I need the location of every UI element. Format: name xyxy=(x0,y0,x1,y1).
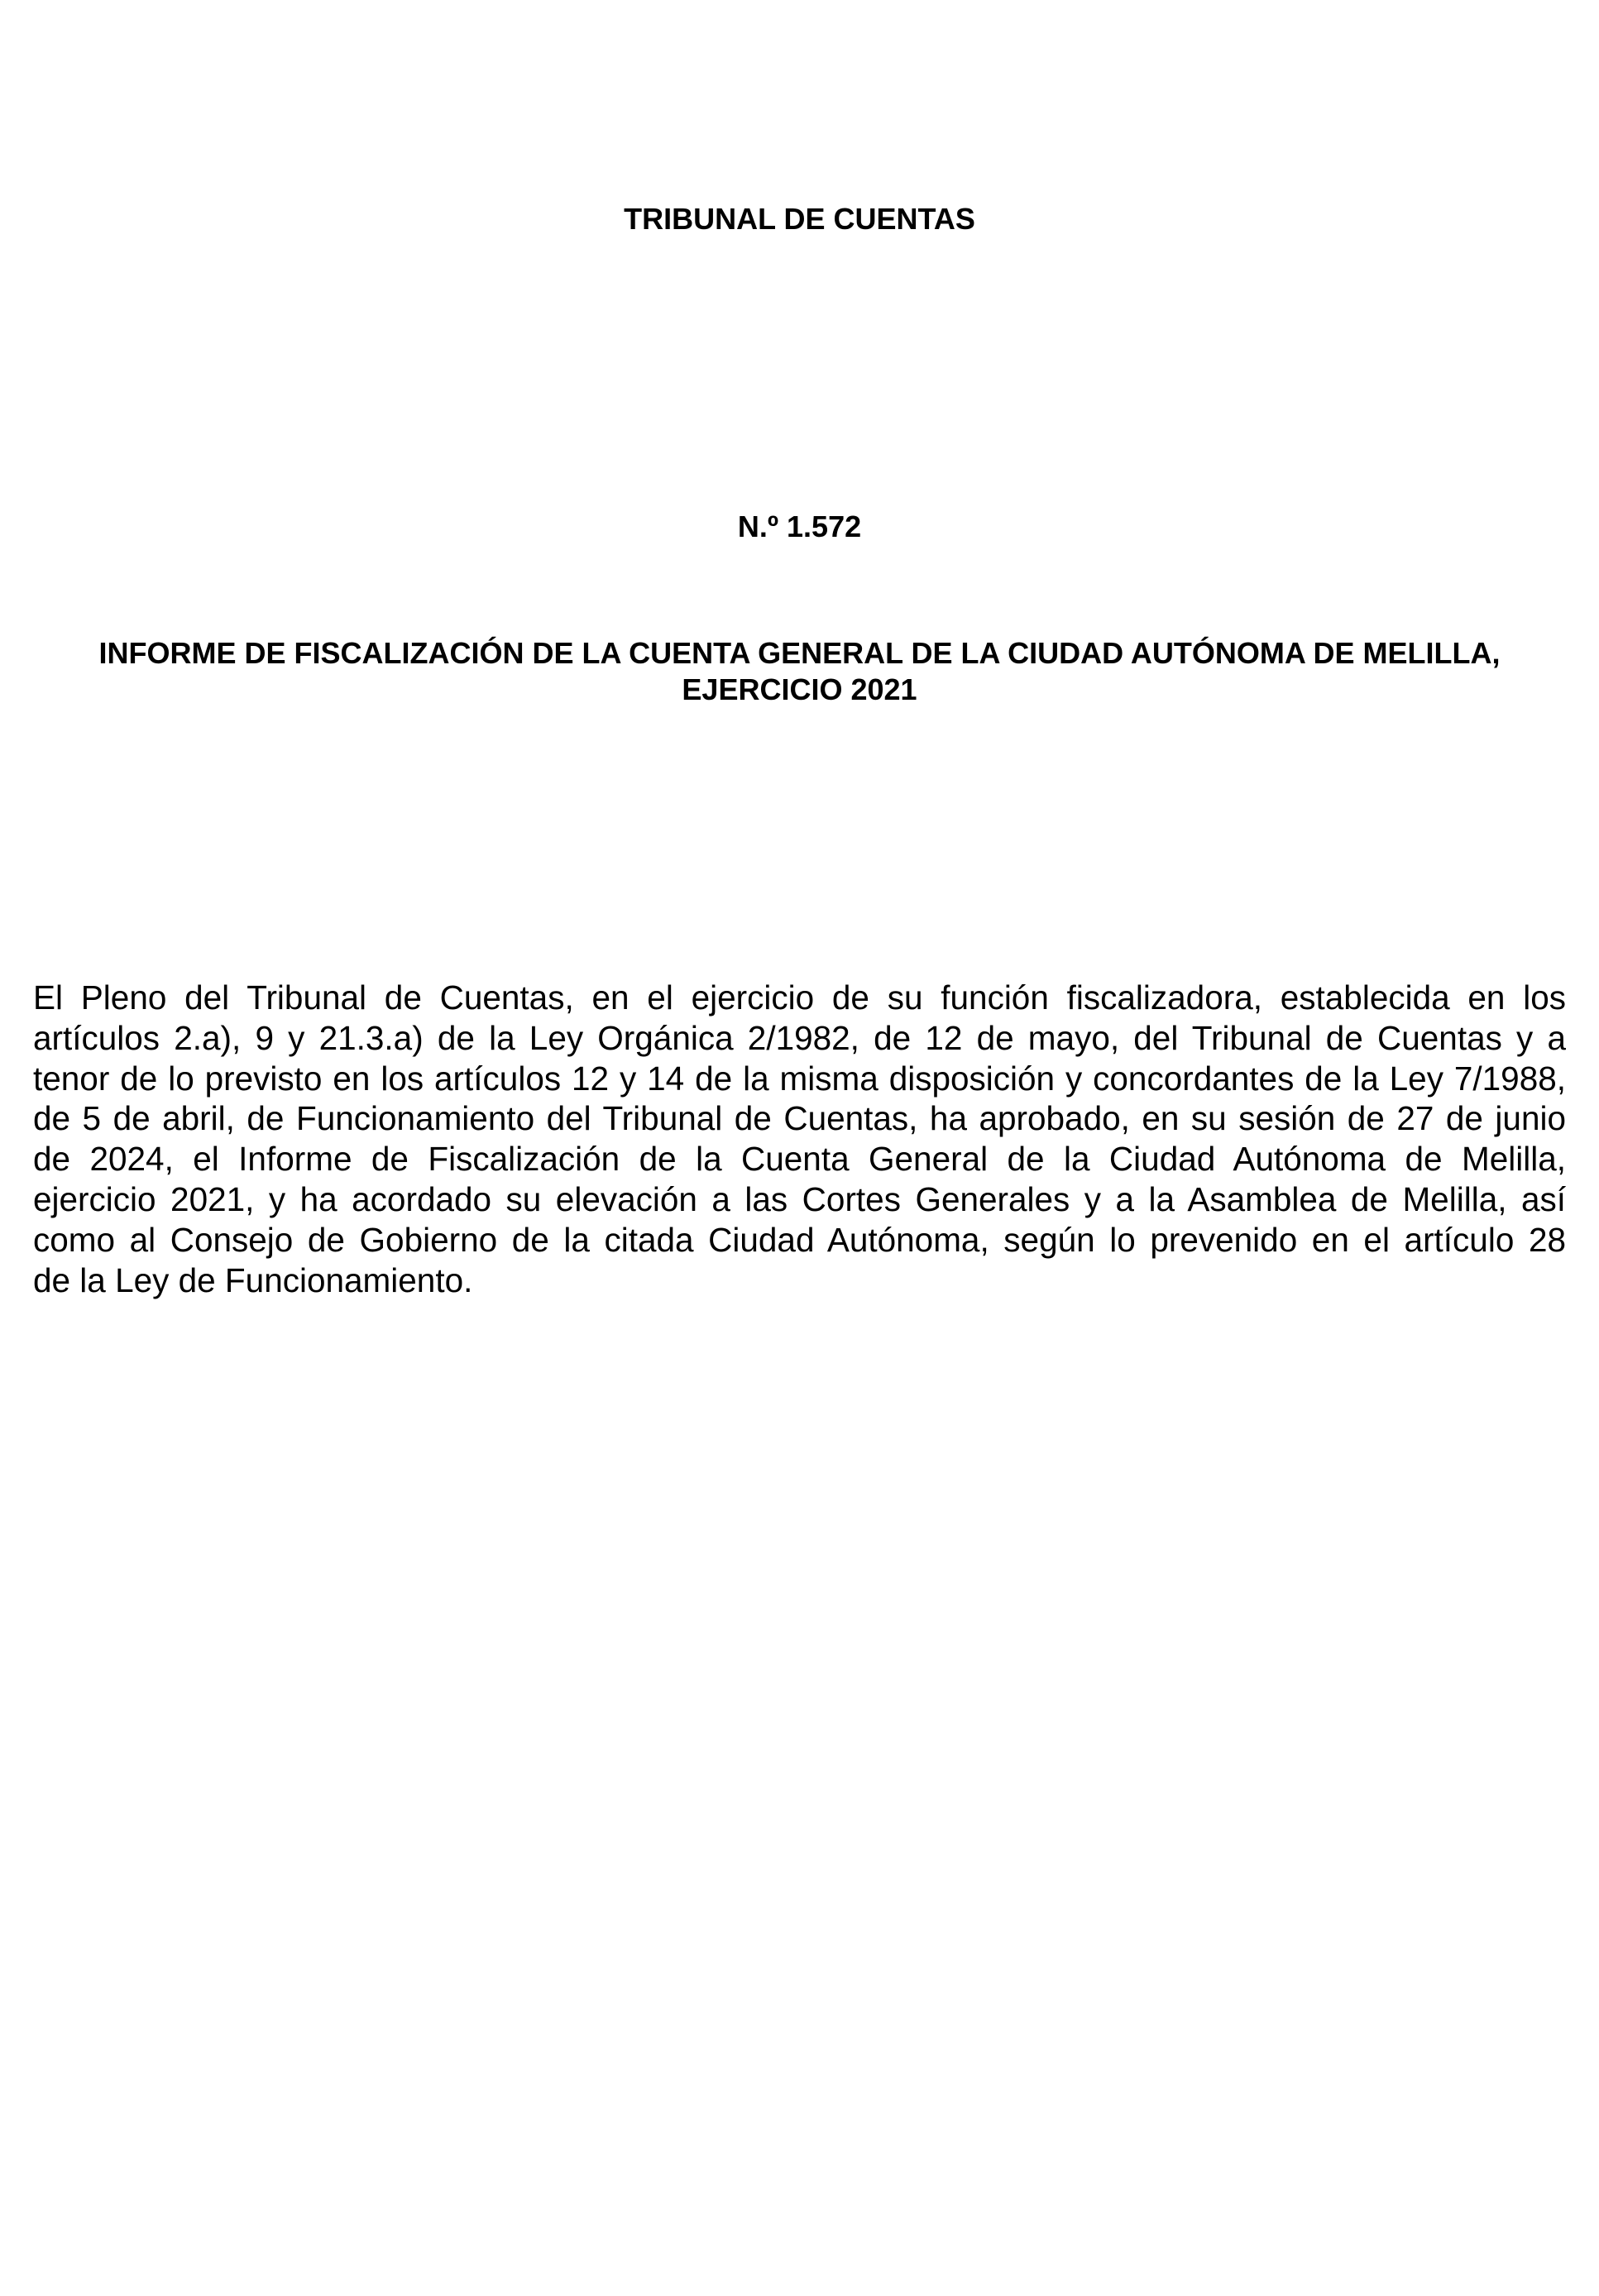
body-paragraph xyxy=(33,978,1566,1300)
report-title xyxy=(0,635,1599,708)
body-line: como al Consejo de Gobierno de la citada Ciudad Autónoma, según lo prevenido en el artículo 28 xyxy=(33,1220,1566,1259)
body-line: de 2024, el Informe de Fiscalización de la Cuenta General de la Ciudad Autónoma de Melilla, xyxy=(33,1140,1566,1179)
report-number: N.º 1.572 xyxy=(737,509,862,543)
body-line: El Pleno del Tribunal de Cuentas, en el ejercicio de su función fiscalizadora, establecida en los xyxy=(33,978,1566,1016)
report-title-line-2: EJERCICIO 2021 xyxy=(682,672,917,706)
body-line: tenor de lo previsto en los artículos 12 y 14 de la misma disposición y concordantes de la Ley 7/1988, xyxy=(33,1059,1566,1098)
organization-title: TRIBUNAL DE CUENTAS xyxy=(624,202,975,236)
body-line: artículos 2.a), 9 y 21.3.a) de la Ley Orgánica 2/1982, de 12 de mayo, del Tribunal de Cuentas y a xyxy=(33,1018,1566,1057)
body-line: de 5 de abril, de Funcionamiento del Tribunal de Cuentas, ha aprobado, en su sesión de 27 de junio xyxy=(33,1099,1566,1138)
body-line: ejercicio 2021, y ha acordado su elevación a las Cortes Generales y a la Asamblea de Melilla, así xyxy=(33,1179,1566,1218)
report-title-line-1: INFORME DE FISCALIZACIÓN DE LA CUENTA GENERAL DE LA CIUDAD AUTÓNOMA DE MELILLA, xyxy=(98,636,1501,670)
body-line: de la Ley de Funcionamiento. xyxy=(33,1260,473,1299)
